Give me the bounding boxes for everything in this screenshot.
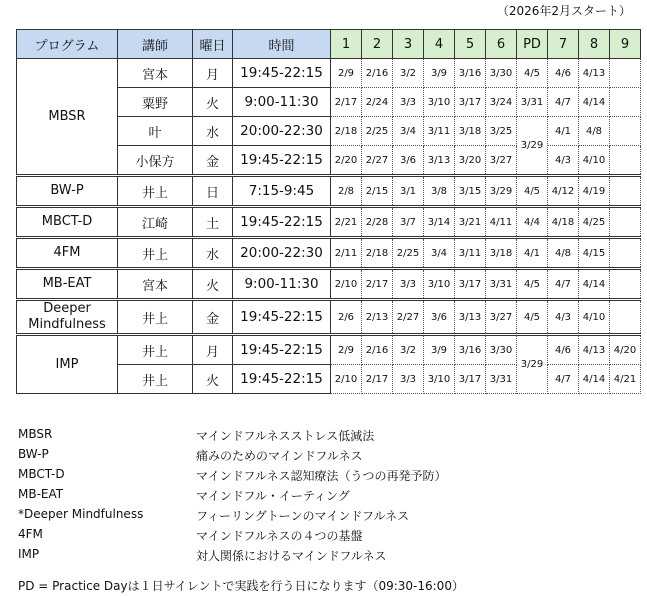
schedule-table (16, 29, 641, 394)
program-name: MB-EAT (17, 269, 118, 300)
time-cell: 7:15-9:45 (233, 176, 331, 207)
session-date: 2/27 (393, 300, 424, 335)
session-date: 4/1 (548, 117, 579, 146)
weekday-cell: 月 (193, 335, 233, 365)
session-date: 4/8 (548, 238, 579, 269)
legend-description: マインドフルネス認知療法（うつの再発予防） (196, 469, 447, 483)
teacher-cell: 小保方 (118, 146, 193, 176)
header-session: 8 (579, 30, 610, 59)
session-date (610, 238, 641, 269)
legend-key: MBCT-D (18, 467, 65, 481)
time-cell: 19:45-22:15 (233, 146, 331, 176)
session-date (610, 88, 641, 117)
session-date: 2/9 (331, 59, 362, 88)
session-date: 3/9 (424, 335, 455, 365)
header-time: 時間 (233, 30, 331, 59)
header-session: 3 (393, 30, 424, 59)
teacher-cell: 叶 (118, 117, 193, 146)
time-cell: 9:00-11:30 (233, 269, 331, 300)
time-cell: 20:00-22:30 (233, 238, 331, 269)
table-row (17, 207, 641, 238)
program-name: IMP (17, 335, 118, 394)
session-date: 3/25 (486, 117, 517, 146)
session-date: 3/11 (424, 117, 455, 146)
teacher-cell: 井上 (118, 300, 193, 335)
session-date: 2/24 (362, 88, 393, 117)
legend-key: MBSR (18, 427, 53, 441)
session-date: 3/14 (424, 207, 455, 238)
session-date-pd: 4/4 (517, 207, 548, 238)
header-row (17, 30, 641, 59)
session-date: 2/28 (362, 207, 393, 238)
header-session: 5 (455, 30, 486, 59)
session-date: 2/17 (331, 88, 362, 117)
session-date: 3/4 (393, 117, 424, 146)
session-date: 2/18 (362, 238, 393, 269)
session-date-pd: 3/29 (517, 335, 548, 394)
session-date: 3/27 (486, 300, 517, 335)
session-date: 4/10 (579, 146, 610, 176)
weekday-cell: 月 (193, 59, 233, 88)
session-date: 3/16 (455, 59, 486, 88)
session-date: 2/17 (362, 269, 393, 300)
session-date: 3/13 (424, 146, 455, 176)
legend-description: フィーリングトーンのマインドフルネス (196, 509, 410, 523)
session-date-pd: 4/5 (517, 269, 548, 300)
session-date: 3/2 (393, 335, 424, 365)
session-date: 4/3 (548, 146, 579, 176)
time-cell: 19:45-22:15 (233, 300, 331, 335)
session-date: 3/24 (486, 88, 517, 117)
session-date: 2/10 (331, 365, 362, 394)
program-name: 4FM (17, 238, 118, 269)
session-date: 3/3 (393, 88, 424, 117)
weekday-cell: 火 (193, 88, 233, 117)
table-row (17, 335, 641, 365)
session-date: 4/19 (579, 176, 610, 207)
start-note: （2026年2月スタート） (496, 4, 631, 18)
session-date-pd: 4/5 (517, 300, 548, 335)
session-date: 4/13 (579, 59, 610, 88)
session-date: 4/13 (579, 335, 610, 365)
time-cell: 19:45-22:15 (233, 59, 331, 88)
session-date: 2/27 (362, 146, 393, 176)
session-date: 2/18 (331, 117, 362, 146)
session-date: 3/17 (455, 365, 486, 394)
header-session-pd: PD (517, 30, 548, 59)
session-date: 3/29 (486, 176, 517, 207)
session-date: 3/27 (486, 146, 517, 176)
session-date: 2/11 (331, 238, 362, 269)
legend-key: MB-EAT (18, 487, 64, 501)
session-date: 4/21 (610, 365, 641, 394)
table-row (17, 238, 641, 269)
weekday-cell: 日 (193, 176, 233, 207)
table-row (17, 176, 641, 207)
header-session: 6 (486, 30, 517, 59)
session-date: 4/10 (579, 300, 610, 335)
session-date: 2/17 (362, 365, 393, 394)
header-teacher: 講師 (118, 30, 193, 59)
session-date: 4/20 (610, 335, 641, 365)
session-date: 3/21 (455, 207, 486, 238)
session-date: 3/20 (455, 146, 486, 176)
session-date: 4/15 (579, 238, 610, 269)
session-date: 3/8 (424, 176, 455, 207)
session-date: 3/4 (424, 238, 455, 269)
session-date: 3/10 (424, 365, 455, 394)
session-date: 2/13 (362, 300, 393, 335)
legend-key: IMP (18, 547, 40, 561)
session-date: 3/11 (455, 238, 486, 269)
session-date: 3/10 (424, 269, 455, 300)
weekday-cell: 金 (193, 300, 233, 335)
session-date: 2/16 (362, 335, 393, 365)
teacher-cell: 宮本 (118, 59, 193, 88)
session-date: 3/2 (393, 59, 424, 88)
teacher-cell: 江崎 (118, 207, 193, 238)
legend-key: *Deeper Mindfulness (18, 507, 144, 521)
session-date: 4/18 (548, 207, 579, 238)
session-date-pd: 4/5 (517, 59, 548, 88)
teacher-cell: 宮本 (118, 269, 193, 300)
program-name: MBCT-D (17, 207, 118, 238)
session-date-pd: 3/31 (517, 88, 548, 117)
session-date: 3/1 (393, 176, 424, 207)
session-date (610, 207, 641, 238)
legend-description: マインドフル・イーティング (196, 489, 350, 503)
session-date: 4/25 (579, 207, 610, 238)
session-date: 2/15 (362, 176, 393, 207)
session-date: 4/14 (579, 88, 610, 117)
session-date: 3/30 (486, 59, 517, 88)
session-date: 3/18 (455, 117, 486, 146)
time-cell: 19:45-22:15 (233, 207, 331, 238)
legend-key: BW-P (18, 447, 49, 461)
header-session: 9 (610, 30, 641, 59)
header-weekday: 曜日 (193, 30, 233, 59)
weekday-cell: 金 (193, 146, 233, 176)
session-date: 4/14 (579, 365, 610, 394)
session-date: 4/6 (548, 59, 579, 88)
session-date (610, 59, 641, 88)
table-row (17, 300, 641, 335)
legend-description: 対人関係におけるマインドフルネス (196, 549, 387, 563)
practice-day-note: PD = Practice Dayは１日サイレントで実践を行う日になります（09:30-16:00） (18, 579, 464, 593)
legend-key: 4FM (18, 527, 43, 541)
session-date: 3/16 (455, 335, 486, 365)
session-date (610, 146, 641, 176)
table-row (17, 59, 641, 88)
session-date-pd: 4/1 (517, 238, 548, 269)
session-date: 3/15 (455, 176, 486, 207)
schedule-body (17, 59, 641, 394)
legend-description: 痛みのためのマインドフルネス (196, 449, 363, 463)
session-date: 2/6 (331, 300, 362, 335)
session-date: 3/10 (424, 88, 455, 117)
session-date: 3/6 (424, 300, 455, 335)
session-date: 4/8 (579, 117, 610, 146)
legend-description: マインドフルネスストレス低減法 (196, 429, 375, 443)
session-date (610, 300, 641, 335)
session-date: 3/13 (455, 300, 486, 335)
session-date: 3/17 (455, 88, 486, 117)
header-session: 7 (548, 30, 579, 59)
session-date: 4/11 (486, 207, 517, 238)
teacher-cell: 粟野 (118, 88, 193, 117)
session-date: 3/17 (455, 269, 486, 300)
weekday-cell: 火 (193, 365, 233, 394)
session-date: 4/7 (548, 88, 579, 117)
time-cell: 9:00-11:30 (233, 88, 331, 117)
session-date (610, 117, 641, 146)
teacher-cell: 井上 (118, 238, 193, 269)
header-program: プログラム (17, 30, 118, 59)
session-date: 2/10 (331, 269, 362, 300)
teacher-cell: 井上 (118, 335, 193, 365)
session-date: 2/25 (362, 117, 393, 146)
program-name: Deeper Mindfulness (17, 300, 118, 335)
session-date: 3/31 (486, 365, 517, 394)
teacher-cell: 井上 (118, 365, 193, 394)
weekday-cell: 土 (193, 207, 233, 238)
session-date: 3/6 (393, 146, 424, 176)
session-date: 3/18 (486, 238, 517, 269)
session-date: 3/30 (486, 335, 517, 365)
teacher-cell: 井上 (118, 176, 193, 207)
header-session: 4 (424, 30, 455, 59)
session-date (610, 269, 641, 300)
session-date: 4/12 (548, 176, 579, 207)
session-date: 2/8 (331, 176, 362, 207)
weekday-cell: 水 (193, 117, 233, 146)
session-date: 3/31 (486, 269, 517, 300)
time-cell: 19:45-22:15 (233, 365, 331, 394)
weekday-cell: 火 (193, 269, 233, 300)
session-date: 2/9 (331, 335, 362, 365)
session-date: 2/20 (331, 146, 362, 176)
session-date: 2/25 (393, 238, 424, 269)
program-name: BW-P (17, 176, 118, 207)
session-date: 2/21 (331, 207, 362, 238)
session-date: 4/6 (548, 335, 579, 365)
table-row (17, 269, 641, 300)
header-session: 1 (331, 30, 362, 59)
time-cell: 20:00-22:30 (233, 117, 331, 146)
header-session: 2 (362, 30, 393, 59)
session-date-pd: 4/5 (517, 176, 548, 207)
session-date: 4/7 (548, 269, 579, 300)
session-date: 3/9 (424, 59, 455, 88)
session-date: 2/16 (362, 59, 393, 88)
session-date: 4/3 (548, 300, 579, 335)
weekday-cell: 水 (193, 238, 233, 269)
session-date: 4/14 (579, 269, 610, 300)
session-date: 3/3 (393, 269, 424, 300)
session-date (610, 176, 641, 207)
session-date: 3/7 (393, 207, 424, 238)
program-name: MBSR (17, 59, 118, 176)
session-date: 3/3 (393, 365, 424, 394)
time-cell: 19:45-22:15 (233, 335, 331, 365)
session-date-pd: 3/29 (517, 117, 548, 176)
legend-description: マインドフルネスの４つの基盤 (196, 529, 363, 543)
session-date: 4/7 (548, 365, 579, 394)
